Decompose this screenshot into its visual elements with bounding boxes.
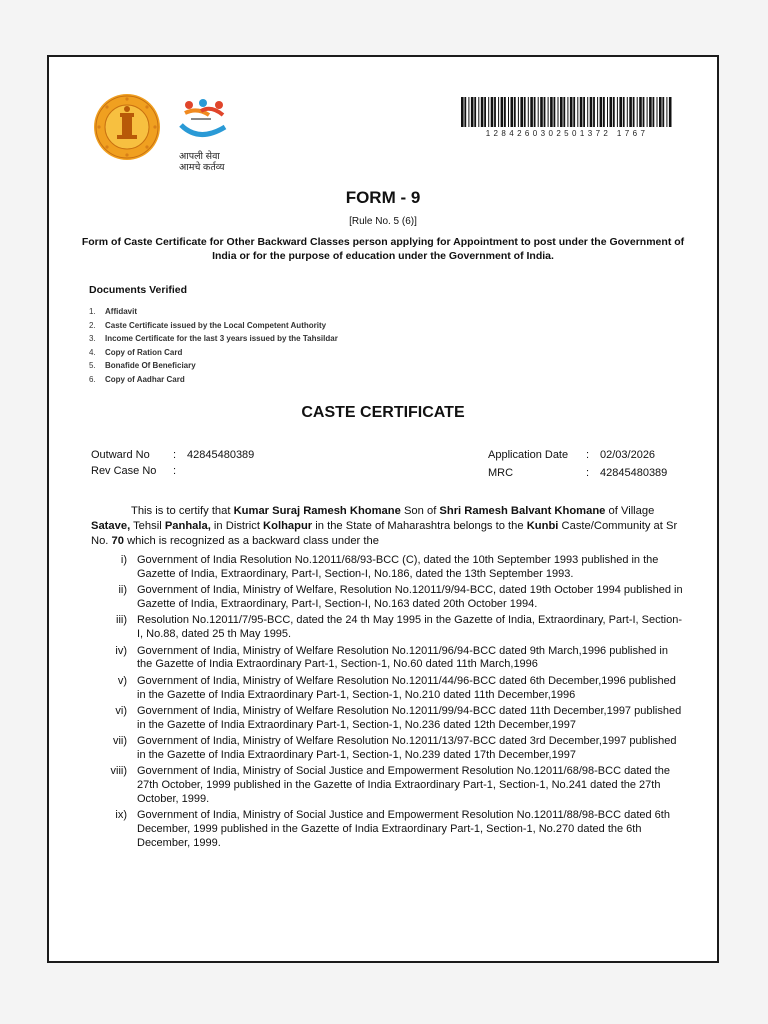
certificate-title: CASTE CERTIFICATE <box>301 404 465 421</box>
item-text: Government of India Resolution No.12011/68/93-BCC (C), dated the 10th September 1993 published in the Gazette of India, Extraordinary, Part-I, Section-I, No.186, dated the 13th September 1993. <box>137 554 659 580</box>
list-item <box>91 614 686 642</box>
item-number: ix) <box>115 809 127 822</box>
mrc-value: 42845480389 <box>600 467 668 479</box>
colon: : <box>586 449 590 461</box>
item-text: Government of India, Ministry of Social Justice and Empowerment Resolution No.12011/88/98-BCC dated 6th December, 1999 published in the Gazette of India Extraordinary Part-1, Section-1, No.270 dated the 6th December, 1999. <box>137 809 670 849</box>
outward-no-value: 42845480389 <box>187 449 255 461</box>
tagline-line-1: आपली सेवा <box>179 151 220 162</box>
rev-case-row <box>91 464 187 479</box>
tehsil-name: Panhala, <box>164 520 211 532</box>
barcode-icon <box>461 97 673 127</box>
list-item <box>91 809 686 850</box>
rev-case-label: Rev Case No <box>91 465 157 477</box>
logo-tagline <box>179 151 249 173</box>
list-item <box>91 675 686 703</box>
item-number: 6. <box>89 374 96 384</box>
application-date-row <box>488 448 655 463</box>
item-label: Copy of Aadhar Card <box>105 374 185 384</box>
item-text: Government of India, Ministry of Social Justice and Empowerment Resolution No.12011/68/98-BCC dated the 27th October, 1999 published in the Gazette of India Extraordinary Part-1, Section-1, No.241 dated the 27th October, 1999. <box>137 765 670 805</box>
tagline-line-2: आमचे कर्तव्य <box>179 162 225 173</box>
form-title: FORM - 9 <box>345 188 421 207</box>
applicant-name: Kumar Suraj Ramesh Khomane <box>233 505 401 517</box>
maharashtra-seal-icon <box>93 93 161 161</box>
district-name: Kolhapur <box>263 520 313 532</box>
list-item <box>91 554 686 582</box>
list-item <box>89 373 489 387</box>
caste-name: Kunbi <box>526 520 559 532</box>
aapli-seva-logo-icon <box>177 97 239 147</box>
mrc-row <box>488 466 667 481</box>
rule-number: [Rule No. 5 (6)] <box>349 216 417 227</box>
list-item <box>89 332 489 346</box>
documents-heading: Documents Verified <box>89 284 188 296</box>
item-text: Government of India, Ministry of Welfare Resolution No.12011/44/96-BCC dated 6th December,1996 published in the Gazette of India Extraordinary Part-1, Section-1, No.210 dated 11th December,1996 <box>137 674 676 701</box>
item-label: Copy of Ration Card <box>105 347 183 357</box>
item-number: vi) <box>115 704 127 717</box>
colon: : <box>173 449 177 461</box>
item-number: viii) <box>110 765 127 778</box>
item-label: Bonafide Of Beneficiary <box>105 361 196 370</box>
item-text: Resolution No.12011/7/95-BCC, dated the 24 th May 1995 in the Gazette of India, Extraordinary, Part-I, Section-I, No.88, dated 25 th May 1995. <box>137 614 683 641</box>
item-number: iv) <box>115 644 127 657</box>
list-item <box>91 705 686 733</box>
list-item <box>91 645 686 673</box>
outward-no-row <box>91 448 254 463</box>
item-text: Government of India, Ministry of Welfare Resolution No.12011/13/97-BCC dated 3rd December,1997 published in the Gazette of India Extraordinary Part-1, Section-1, No.239 dated 17th December,1997 <box>137 735 677 761</box>
documents-list <box>89 305 489 386</box>
item-number: v) <box>117 674 127 687</box>
item-number: i) <box>120 554 127 566</box>
item-number: vii) <box>112 735 127 748</box>
certification-paragraph: This is to certify that Kumar Suraj Ramesh Khomane Son of Shri Ramesh Balvant Khomane of Village Satave, Tehsil Panhala, in District Kolhapur in the State of Maharashtra belongs to the Kunbi Caste/Community at Sr No. 70 which is recognized as a backward class under the <box>91 505 678 547</box>
item-label: Affidavit <box>105 307 137 316</box>
mrc-label: MRC <box>488 467 514 479</box>
colon: : <box>173 465 177 477</box>
item-number: 2. <box>89 320 96 330</box>
barcode-number: 1284260302501372 1767 <box>485 129 649 138</box>
item-text: Government of India, Ministry of Welfare, Resolution No.12011/9/94-BCC, dated 19th October 1994 published in Gazette of India, Extraordinary, Part-I, Section-I, No.163 dated 20th October 1994. <box>137 584 683 610</box>
item-number: 4. <box>89 347 96 357</box>
certificate-page <box>47 55 719 963</box>
list-item <box>91 765 686 806</box>
resolutions-list <box>91 554 686 853</box>
item-number: 1. <box>89 307 96 316</box>
item-number: 3. <box>89 334 96 343</box>
list-item <box>89 359 489 373</box>
outward-no-label: Outward No <box>91 449 150 461</box>
application-date-label: Application Date <box>488 449 569 461</box>
list-item <box>91 584 686 612</box>
colon: : <box>586 467 590 479</box>
form-description: Form of Caste Certificate for Other Backward Classes person applying for Appointment to post under the Government of India or for the purpose of education under the Government of India. <box>81 236 685 262</box>
item-number: ii) <box>118 584 127 597</box>
list-item <box>91 735 686 763</box>
application-date-value: 02/03/2026 <box>600 449 656 461</box>
item-number: 5. <box>89 361 96 370</box>
item-text: Government of India, Ministry of Welfare Resolution No.12011/99/94-BCC dated 11th December,1997 published in the Gazette of India Extraordinary Part-1, Section-1, No.236 dated 12th December,1997 <box>137 704 682 731</box>
list-item <box>89 346 489 360</box>
item-text: Government of India, Ministry of Welfare Resolution No.12011/96/94-BCC dated 9th March,1996 published in the Gazette of India Extraordinary Part-1, Section-1, No.60 dated 11th March,1996 <box>137 644 668 671</box>
list-item <box>89 305 489 319</box>
serial-number: 70 <box>111 535 124 547</box>
village-name: Satave, <box>91 520 131 532</box>
item-label: Caste Certificate issued by the Local Competent Authority <box>105 320 327 330</box>
list-item <box>89 319 489 333</box>
father-name: Shri Ramesh Balvant Khomane <box>439 505 606 517</box>
item-number: iii) <box>116 614 127 627</box>
item-label: Income Certificate for the last 3 years issued by the Tahsildar <box>105 334 338 343</box>
